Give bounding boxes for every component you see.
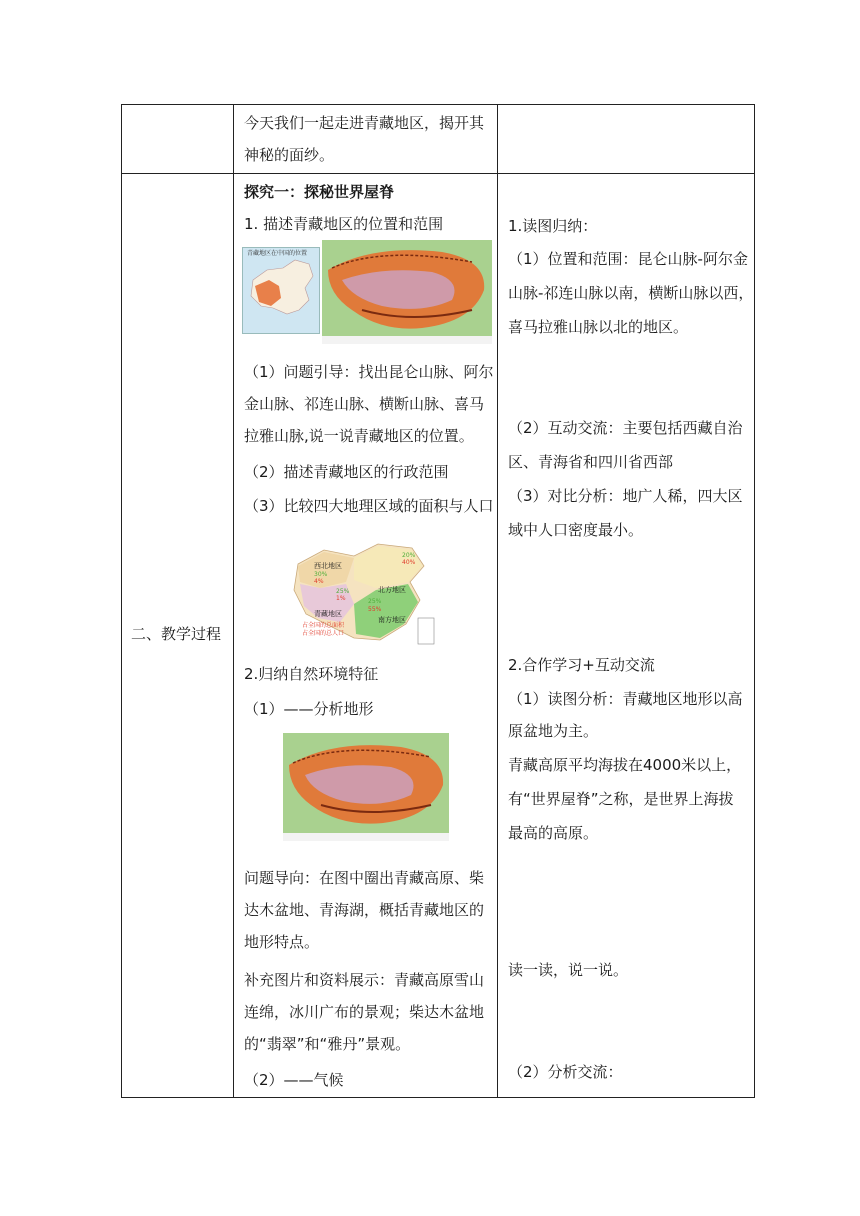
supplement-line-3: 的“翡翠”和“雅丹”景观。 [244,1035,411,1053]
label-south-area: 25% [368,598,382,605]
question-1-line-3: 拉雅山脉,说一说青藏地区的位置。 [244,427,474,445]
right-r2-line-3: 喜马拉雅山脉以北的地区。 [508,318,689,336]
label-qingzang: 青藏地区 [314,610,342,618]
question-2: （2）描述青藏地区的行政范围 [244,463,449,481]
table-border-bottom [121,1097,755,1098]
label-north-pop: 40% [402,559,416,566]
right-r9: （2）分析交流： [508,1063,623,1081]
table-border-row-divider [121,173,755,174]
right-r5: 2.合作学习+互动交流 [508,656,655,674]
label-qingzang-area: 25% [336,588,350,595]
right-r7-line-2: 有“世界屋脊”之称，是世界上海拔 [508,790,734,808]
right-r7-line-3: 最高的高原。 [508,824,599,842]
qingzang-topographic-map-1 [322,240,492,344]
supplement-line-1: 补充图片和资料展示：青藏高原雪山 [244,971,485,989]
intro-line-2: 神秘的面纱。 [244,146,335,164]
sub2-climate: （2）——气候 [244,1071,344,1089]
table-border-col2 [497,104,498,1098]
right-r7-line-1: 青藏高原平均海拔在4000米以上， [508,756,742,774]
right-r2-line-2: 山脉-祁连山脉以南，横断山脉以西， [508,284,754,302]
table-border-left [121,104,122,1098]
question-1-line-1: （1）问题引导：找出昆仑山脉、阿尔 [244,363,494,381]
section-label: 二、教学过程 [131,625,222,643]
label-south: 南方地区 [378,616,406,624]
legend-area: 占全国的总面积 [302,622,345,629]
terrain-graphic [322,240,492,344]
right-r3-line-2: 区、青海省和四川省西部 [508,453,674,471]
label-south-pop: 55% [368,606,382,613]
label-northwest-pop: 4% [314,578,324,585]
inset-map-title: 青藏地区在中国的位置 [247,250,308,257]
question-1-line-2: 金山脉、祁连山脉、横断山脉、喜马 [244,395,485,413]
guide-line-2: 达木盆地、青海湖，概括青藏地区的 [244,901,485,919]
item2-title: 2.归纳自然环境特征 [244,665,379,683]
right-r6-line-1: （1）读图分析：青藏地区地形以高 [508,690,743,708]
guide-line-1: 问题导向：在图中圈出青藏高原、柴 [244,869,485,887]
label-northwest-area: 30% [314,571,328,578]
china-location-inset-map [242,247,320,334]
qingzang-topographic-map-2 [283,733,449,841]
right-r3-line-1: （2）互动交流：主要包括西藏自治 [508,419,743,437]
label-north: 北方地区 [378,586,406,594]
table-border-col1 [233,104,234,1098]
inquiry-heading: 探究一：探秘世界屋脊 [244,183,395,201]
label-qingzang-pop: 1% [336,595,346,602]
label-north-area: 20% [402,552,416,559]
right-r2-line-1: （1）位置和范围：昆仑山脉-阿尔金 [508,250,748,268]
terrain-graphic-2 [283,733,449,841]
right-r6-line-2: 原盆地为主。 [508,722,599,740]
legend-pop: 占全国的总人口 [302,630,345,637]
table-border-right [754,104,755,1098]
supplement-line-2: 连绵，冰川广布的景观；柴达木盆地 [244,1003,485,1021]
china-outline-graphic [243,248,319,333]
guide-line-3: 地形特点。 [244,933,320,951]
right-r8: 读一读，说一说。 [508,961,629,979]
four-regions-map [284,530,444,650]
label-northwest: 西北地区 [314,562,342,570]
table-border-top [121,104,755,105]
sub1-terrain: （1）——分析地形 [244,700,374,718]
right-r4-line-1: （3）对比分析：地广人稀，四大区 [508,487,743,505]
question-3: （3）比较四大地理区域的面积与人口 [244,497,494,515]
right-r1: 1.读图归纳： [508,217,598,235]
right-r4-line-2: 域中人口密度最小。 [508,521,644,539]
item1-title: 1. 描述青藏地区的位置和范围 [244,215,444,233]
intro-line-1: 今天我们一起走进青藏地区，揭开其 [244,114,485,132]
